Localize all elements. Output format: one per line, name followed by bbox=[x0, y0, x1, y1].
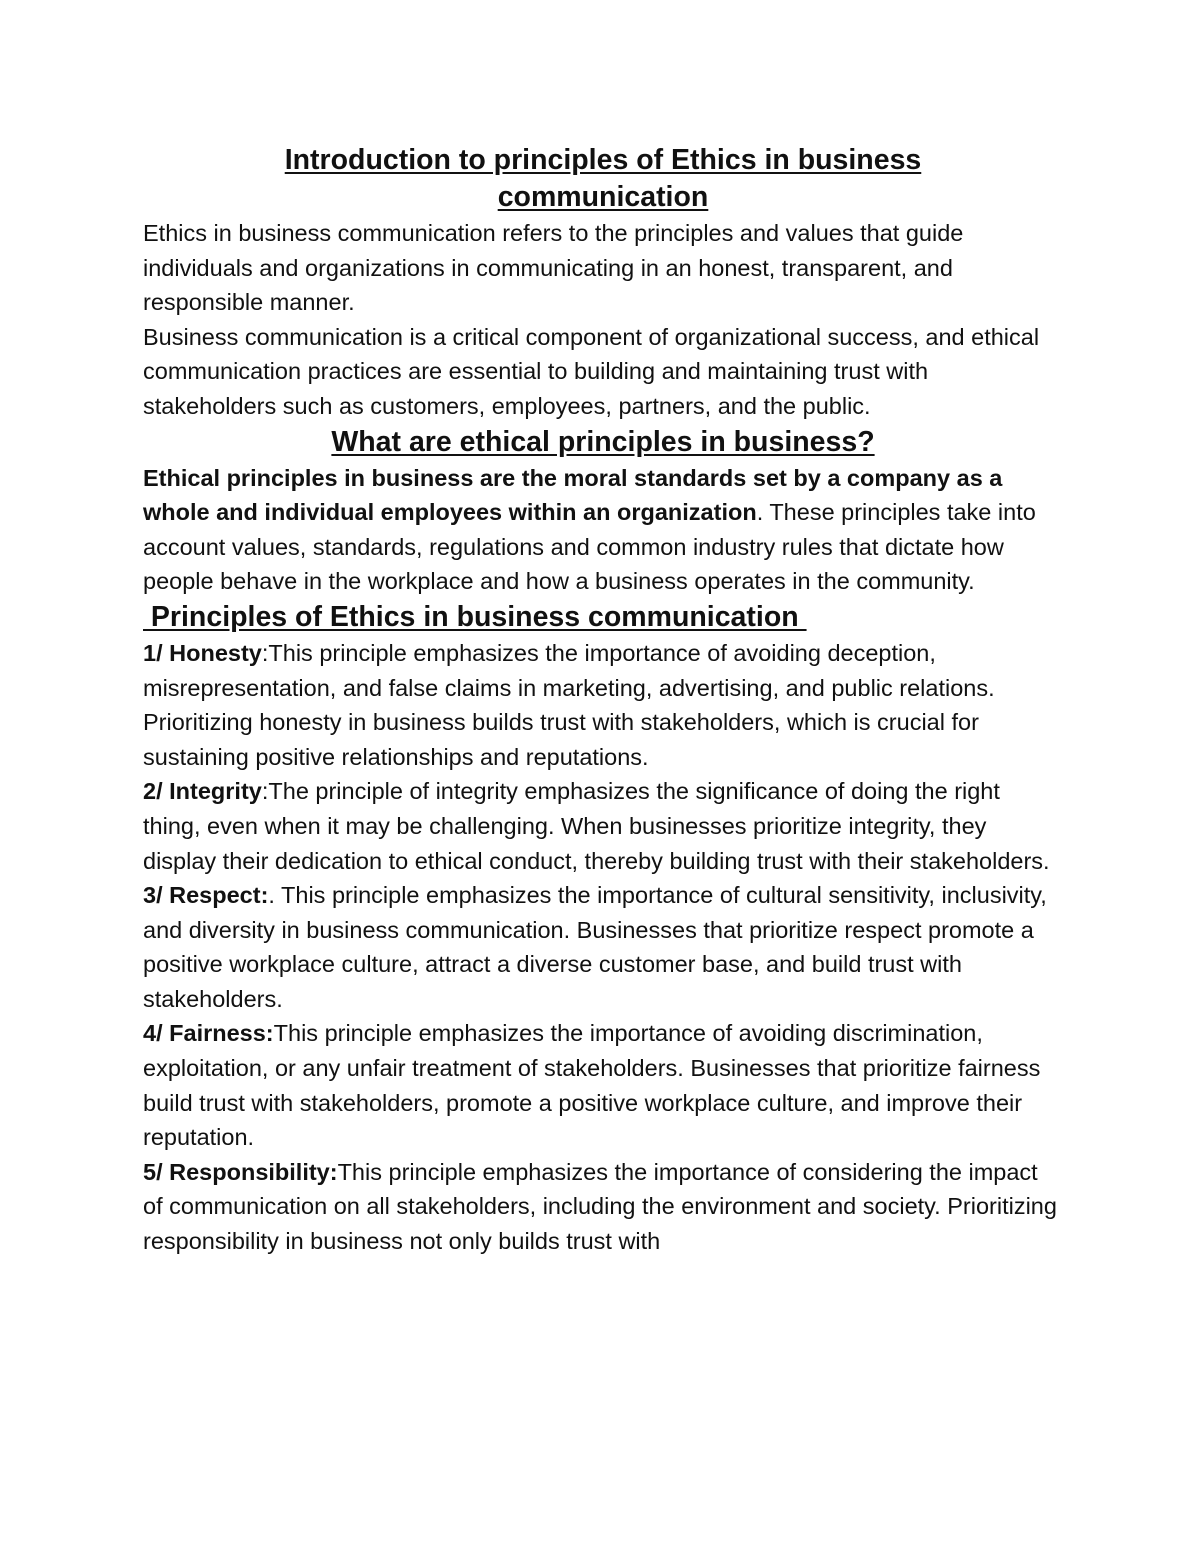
intro-paragraph-1: Ethics in business communication refers to the principles and values that guide individuals and organizations in communicating in an honest, transparent, and responsible manner. bbox=[143, 220, 964, 316]
principle-name: Fairness: bbox=[169, 1020, 274, 1047]
principle-number: 3/ bbox=[143, 882, 170, 909]
principle-text: . This principle emphasizes the importance of cultural sensitivity, inclusivity, and diversity in business communication. Businesses that prioritize respect promote a positive workplace culture, attract a diverse customer base, and build trust with stakeholders. bbox=[143, 882, 1047, 1012]
title-line-1: Introduction to principles of Ethics in business bbox=[284, 144, 922, 176]
principle-item-honesty bbox=[143, 636, 1063, 774]
section-heading-principles: Principles of Ethics in business communication bbox=[143, 600, 807, 633]
principle-name: Responsibility: bbox=[169, 1158, 338, 1185]
principle-name: Respect: bbox=[169, 882, 269, 909]
principle-number: 2/ bbox=[143, 778, 170, 805]
principle-item-integrity bbox=[143, 774, 1063, 878]
ethical-principles-paragraph bbox=[143, 461, 1063, 599]
document-page bbox=[143, 142, 1063, 1259]
intro-paragraph-2: Business communication is a critical component of organizational success, and ethical communication practices are essential to building and maintaining trust with stakeholders such as customers, employees, partners, and the public. bbox=[143, 323, 1040, 419]
ethical-principles-explanation: . These principles take into account values, standards, regulations and common industry rules that dictate how people behave in the workplace and how a business operates in the community. bbox=[143, 499, 1036, 595]
principle-item-fairness bbox=[143, 1016, 1063, 1154]
principle-item-responsibility bbox=[143, 1155, 1063, 1259]
section-heading-ethical-principles: What are ethical principles in business? bbox=[331, 425, 875, 458]
principle-item-respect bbox=[143, 878, 1063, 1016]
principle-number: 5/ bbox=[143, 1158, 170, 1185]
ethical-principles-definition: Ethical principles in business are the moral standards set by a company as a whole and individual employees within an organization bbox=[143, 464, 1003, 526]
principle-number: 4/ bbox=[143, 1020, 170, 1047]
principle-number: 1/ bbox=[143, 639, 170, 666]
title-line-2: communication bbox=[497, 181, 709, 213]
principle-name: Integrity bbox=[169, 778, 262, 805]
principle-text: This principle emphasizes the importance of considering the impact of communication on all stakeholders, including the environment and society. Prioritizing responsibility in business not only builds trust with bbox=[143, 1158, 1057, 1255]
principle-text: :The principle of integrity emphasizes the significance of doing the right thing, even when it may be challenging. When businesses prioritize integrity, they display their dedication to ethical conduct, thereby building trust with their stakeholders. bbox=[143, 778, 1050, 874]
principle-name: Honesty bbox=[169, 639, 262, 666]
principle-text: This principle emphasizes the importance of avoiding discrimination, exploitation, or any unfair treatment of stakeholders. Businesses that prioritize fairness build trust with stakeholders, promote a positive workplace culture, and improve their reputation. bbox=[143, 1020, 1041, 1151]
document-title bbox=[143, 142, 1063, 216]
principle-text: :This principle emphasizes the importance of avoiding deception, misrepresentation, and false claims in marketing, advertising, and public relations. Prioritizing honesty in business builds trust with stakeholders, which is crucial for sustaining positive relationships and reputations. bbox=[143, 639, 995, 770]
